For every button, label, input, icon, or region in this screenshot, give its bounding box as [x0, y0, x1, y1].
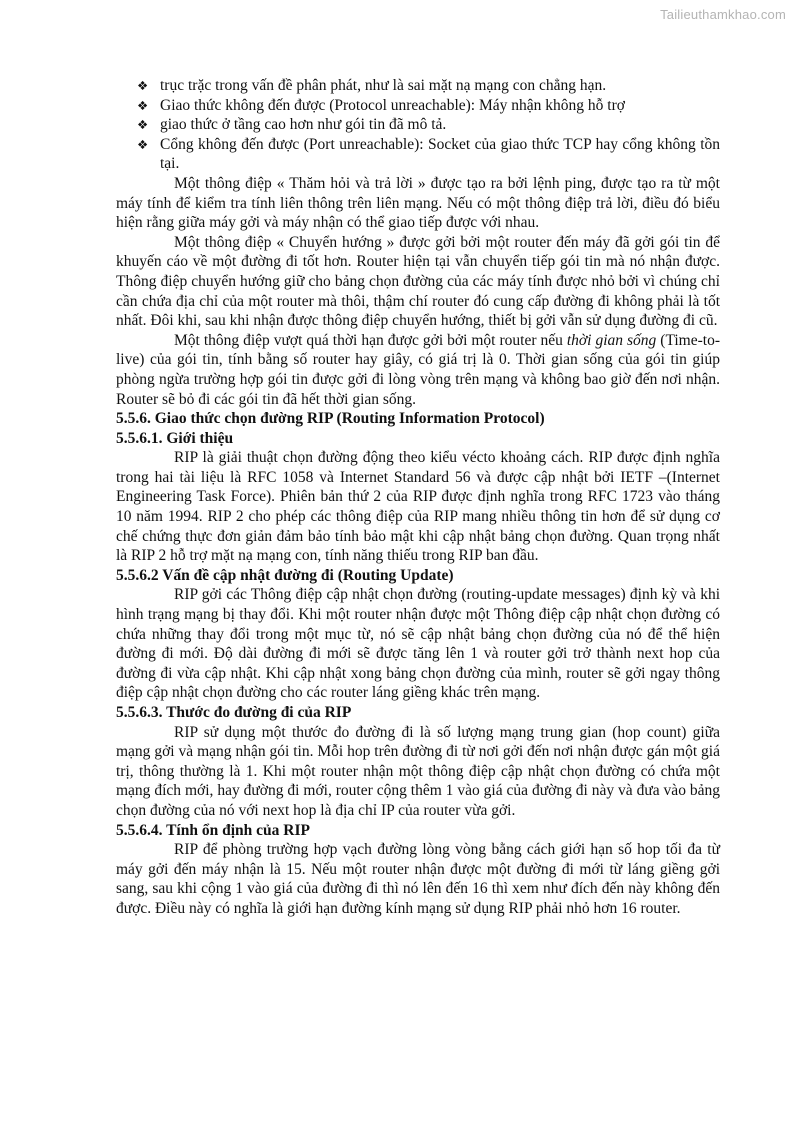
- section-heading-5-5-6-4: 5.5.6.4. Tính ổn định của RIP: [116, 821, 310, 839]
- bullet-list: [116, 76, 720, 174]
- document-page: [116, 76, 720, 919]
- section-body-5-5-6-1: RIP là giải thuật chọn đường động theo kiểu vécto khoảng cách. RIP được định nghĩa trong hai tài liệu là RFC 1058 và Internet Standard 56 và được cập nhật bởi IETF –(Internet Engineering Task Force). Phiên bản thứ 2 của RIP được định nghĩa trong RFC 1723 vào tháng 10 năm 1994. RIP 2 cho phép các thông điệp của RIP mang nhiều thông tin hơn để sử dụng cơ chế chứng thực đơn giản đảm bảo tính bảo mật khi cập nhật bảng chọn đường. Quan trọng nhất là RIP 2 hỗ trợ mặt nạ mạng con, tính năng thiếu trong RIP ban đầu.: [116, 449, 720, 565]
- section-body-5-5-6-2: RIP gởi các Thông điệp cập nhật chọn đường (routing-update messages) định kỳ và khi hình trạng mạng bị thay đổi. Khi một router nhận được một Thông điệp cập nhật chọn đường có chứa những thay đổi trong một mục từ, nó sẽ cập nhật bảng chọn đường của nó để thể hiện đường đi mới. Độ dài đường đi mới sẽ được tăng lên 1 và router gởi trở thành next hop của đường đi vừa cập nhật. Khi cập nhật xong bảng chọn đường của mình, router sẽ gởi ngay thông điệp cập nhật chọn đường cho các router láng giềng khác trên mạng.: [116, 586, 720, 702]
- paragraph-ping: Một thông điệp « Thăm hỏi và trả lời » được tạo ra bởi lệnh ping, được tạo ra từ một máy tính để kiểm tra tính liên thông trên liên mạng. Nếu có một thông điệp trả lời, điều đó biểu hiện rằng giữa máy gởi và máy nhận có thể giao tiếp được với nhau.: [116, 174, 720, 232]
- section-heading-5-5-6-3: 5.5.6.3. Thước đo đường đi của RIP: [116, 704, 352, 721]
- section-heading-5-5-6-1: 5.5.6.1. Giới thiệu: [116, 429, 234, 447]
- four-diamond-icon: ❖: [137, 97, 149, 113]
- list-item: ❖ giao thức ở tầng cao hơn như gói tin đã mô tả.: [137, 116, 447, 134]
- section-body-5-5-6-3: RIP sử dụng một thước đo đường đi là số lượng mạng trung gian (hop count) giữa mạng gởi và mạng nhận gói tin. Mỗi hop trên đường đi từ nơi gởi đến nơi nhận được gán một giá trị, thông thường là 1. Khi một router nhận một thông điệp cập nhật chọn đường có chứa một mạng đích mới, hay đường đi mới, router cộng thêm 1 vào giá của đường đi này và đưa vào bảng chọn đường của nó với next hop là địa chỉ IP của router vừa gởi.: [116, 723, 720, 819]
- section-heading-5-5-6: 5.5.6. Giao thức chọn đường RIP (Routing Information Protocol): [116, 410, 545, 428]
- list-item: ❖ trục trặc trong vấn đề phân phát, như là sai mặt nạ mạng con chẳng hạn.: [137, 77, 607, 94]
- list-item: ❖ Giao thức không đến được (Protocol unreachable): Máy nhận không hỗ trợ: [137, 96, 625, 114]
- watermark: Tailieuthamkhao.com: [660, 7, 786, 22]
- four-diamond-icon: ❖: [137, 136, 149, 152]
- paragraph-redirect: Một thông điệp « Chuyển hướng » được gởi bởi một router đến máy đã gởi gói tin để khuyến cáo về một đường đi tốt hơn. Router hiện tại vẫn chuyển tiếp gói tin mà nó nhận được. Thông điệp chuyển hướng giữ cho bảng chọn đường của các máy tính được nhỏ bởi vì chúng chỉ cần chứa địa chỉ của một router mà thôi, thậm chí router đó cung cấp đường đi không phải là tốt nhất. Đôi khi, sau khi nhận được thông điệp chuyển hướng, thiết bị gởi vẫn sử dụng đường đi cũ.: [116, 233, 720, 330]
- paragraph-time-exceeded: Một thông điệp vượt quá thời hạn được gởi bởi một router nếu thời gian sống (Time-to-live) của gói tin, tính bằng số router hay giây, có giá trị là 0. Thời gian sống của gói tin giúp phòng ngừa trường hợp gói tin được gởi đi lòng vòng trên mạng và không bao giờ đến nơi nhận. Router sẽ bỏ đi các gói tin đã hết thời gian sống.: [116, 331, 720, 408]
- four-diamond-icon: ❖: [137, 78, 149, 93]
- section-heading-5-5-6-2: 5.5.6.2 Vấn đề cập nhật đường đi (Routing Update): [116, 566, 454, 584]
- section-body-5-5-6-4: RIP để phòng trường hợp vạch đường lòng vòng bằng cách giới hạn số hop tối đa từ máy gởi đến máy nhận là 15. Nếu một router nhận được một đường đi mới từ láng giềng gởi sang, sau khi cộng 1 vào giá của đường đi thì nó lên đến 16 thì xem như đích đến này không đến được. Điều này có nghĩa là giới hạn đường kính mạng sử dụng RIP phải nhỏ hơn 16 router.: [116, 841, 720, 917]
- four-diamond-icon: ❖: [137, 117, 149, 133]
- list-item: ❖ Cổng không đến được (Port unreachable): Socket của giao thức TCP hay cổng không tồn tại.: [137, 135, 720, 173]
